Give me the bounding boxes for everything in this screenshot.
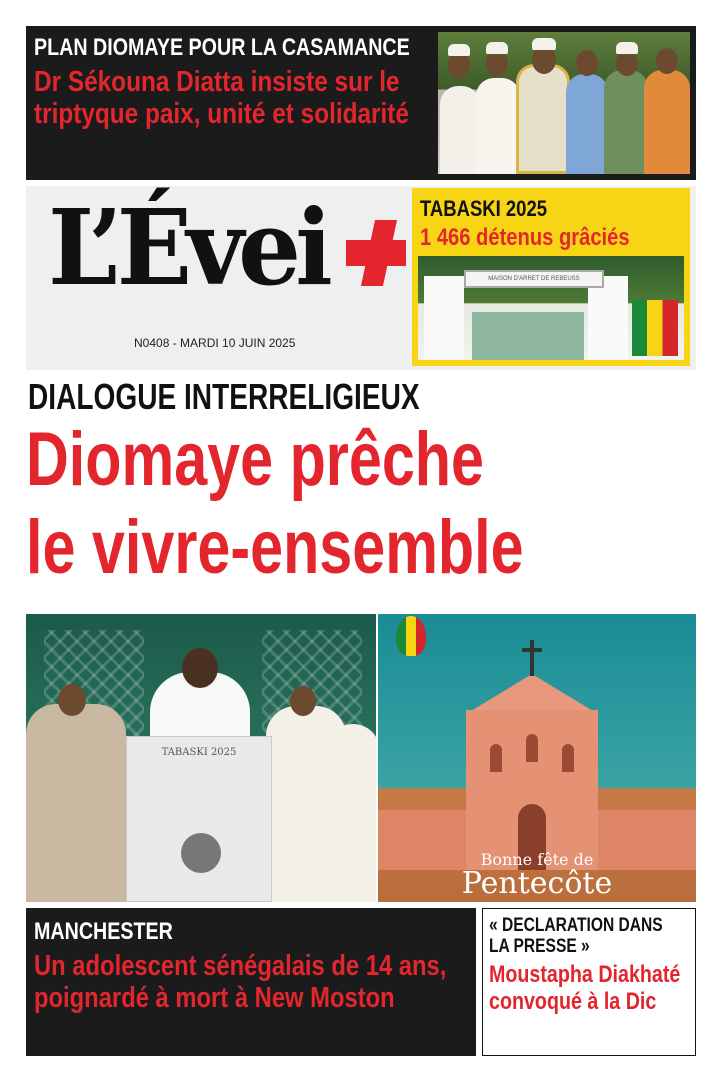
podium-seal-icon (181, 833, 221, 873)
tabaski-story-box[interactable] (412, 188, 690, 366)
tabaski-kicker: TABASKI 2025 (420, 196, 548, 221)
cross-icon (530, 640, 534, 676)
photo-figure (644, 70, 690, 174)
main-story-kicker: DIALOGUE INTERRELIGIEUX (28, 376, 420, 417)
prison-gate-photo[interactable] (418, 256, 684, 360)
manchester-story-box[interactable] (26, 908, 476, 1056)
manchester-kicker: MANCHESTER (34, 918, 173, 945)
main-story-headline-line1[interactable]: Diomaye prêche (26, 417, 484, 502)
top-story-kicker: PLAN DIOMAYE POUR LA CASAMANCE (34, 34, 410, 61)
church-window (562, 744, 574, 772)
photo-figure (516, 64, 570, 174)
church-window (490, 744, 502, 772)
photo-figure-cap (486, 42, 508, 54)
photo-figure-head (532, 46, 556, 74)
gate-pillar (424, 276, 464, 360)
top-story-banner[interactable] (26, 26, 696, 180)
photo-figure (440, 86, 480, 174)
photo-figure-cap (448, 44, 470, 56)
main-story-headline-line2[interactable]: le vivre-ensemble (26, 505, 524, 590)
photo-caption: Dr Sékouna DIATTA (444, 162, 489, 168)
church-roof (466, 674, 598, 714)
gate-sign: MAISON D'ARRET DE REBEUSS (464, 270, 604, 288)
photo-figure (566, 74, 608, 174)
figure-head (58, 684, 86, 716)
manchester-headline[interactable]: Un adolescent sénégalais de 14 ans, poignardé à mort à New Moston (34, 950, 447, 1014)
national-emblem-icon (396, 616, 426, 656)
photo-figure-head (656, 48, 678, 74)
figure-head (290, 686, 316, 716)
president-podium-photo[interactable] (26, 614, 376, 902)
gate-door (472, 312, 584, 360)
robed-figure (26, 704, 126, 902)
podium (126, 736, 272, 902)
photo-figure-cap (616, 42, 638, 54)
photo-figure-cap (532, 38, 556, 50)
robed-figure (326, 724, 376, 902)
greeting-line1: Bonne fête de (480, 850, 594, 869)
top-story-headline[interactable]: Dr Sékouna Diatta insiste sur le triptyque paix, unité et solidarité (34, 66, 409, 130)
greeting-line2: Pentecôte (461, 866, 613, 901)
church-window (526, 734, 538, 762)
photo-figure (476, 78, 520, 174)
declaration-story-box[interactable] (482, 908, 696, 1056)
podium-label: TABASKI 2025 (161, 747, 237, 758)
photo-figure-head (576, 50, 598, 76)
pentecost-church-photo[interactable] (378, 614, 696, 902)
declaration-kicker: « DECLARATION DANS LA PRESSE » (489, 915, 663, 957)
senegal-flag-panel (632, 300, 678, 356)
tabaski-headline[interactable]: 1 466 détenus grâciés (420, 224, 630, 251)
issue-date-line: N0408 - MARDI 10 JUIN 2025 (134, 336, 296, 350)
gate-pillar (588, 276, 628, 360)
top-story-photo[interactable] (438, 32, 690, 174)
declaration-headline[interactable]: Moustapha Diakhaté convoqué à la Dic (489, 961, 681, 1015)
speaker-head (182, 648, 218, 688)
photo-figure (604, 70, 648, 174)
newspaper-logo[interactable]: L’Évei (48, 186, 328, 309)
cross-icon (522, 648, 542, 652)
logo-red-mark (346, 240, 406, 266)
